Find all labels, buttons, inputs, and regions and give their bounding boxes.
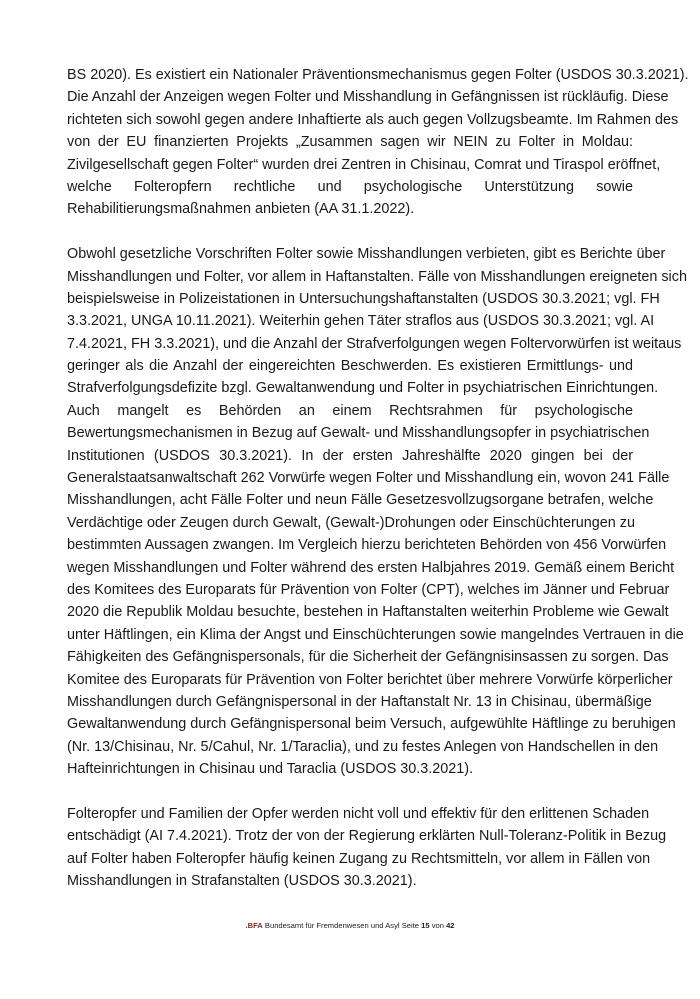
text-line: 7.4.2021, FH 3.3.2021), und die Anzahl der Strafverfolgungen wegen Foltervorwürfen ist weitaus [67, 335, 682, 352]
text-line: Obwohl gesetzliche Vorschriften Folter sowie Misshandlungen verbieten, gibt es Berichte über [67, 246, 666, 263]
paragraph [67, 243, 687, 780]
text-line: BS 2020). Es existiert ein Nationaler Präventionsmechanismus gegen Folter (USDOS 30.3.2021). [67, 67, 689, 83]
text-line: Rehabilitierungsmaßnahmen anbieten (AA 31.1.2022). [67, 201, 415, 218]
text-line: (Nr. 13/Chisinau, Nr. 5/Cahul, Nr. 1/Taraclia), und zu festes Anlegen von Handschellen in den [67, 738, 659, 755]
text-line: Komitee des Europarats für Prävention von Folter berichtet über mehrere Vorwürfe körperlicher [67, 671, 673, 688]
text-line: Misshandlungen und Folter, vor allem in Haftanstalten. Fälle von Misshandlungen ereigneten sich [67, 268, 687, 285]
footer-page-number: 15 [421, 921, 430, 930]
footer-total-pages: 42 [446, 921, 455, 930]
page-footer [0, 921, 700, 930]
text-line: Misshandlungen in Strafanstalten (USDOS 30.3.2021). [67, 873, 417, 890]
text-line: entschädigt (AI 7.4.2021). Trotz der von der Regierung erklärten Null-Toleranz-Politik in Bezug [67, 828, 667, 845]
text-line: auf Folter haben Folteropfer häufig keinen Zugang zu Rechtsmitteln, vor allem in Fällen von [67, 850, 651, 867]
paragraph [67, 803, 667, 893]
text-line: von der EU finanzierten Projekts „Zusammen sagen wir NEIN zu Folter in Moldau: [67, 134, 633, 151]
text-line: Bewertungsmechanismen in Bezug auf Gewalt- und Misshandlungsopfer in psychiatrischen [67, 425, 650, 442]
bfa-logo: .BFA [245, 921, 263, 930]
text-line: Zivilgesellschaft gegen Folter“ wurden drei Zentren in Chisinau, Comrat und Tiraspol eröffnet, [67, 156, 661, 173]
text-line: beispielsweise in Polizeistationen in Untersuchungshaftanstalten (USDOS 30.3.2021; vgl. FH [67, 290, 660, 307]
text-line: Gewaltanwendung durch Gefängnispersonal beim Versuch, aufgewühlte Häftlinge zu beruhigen [67, 716, 676, 733]
footer-of-label: von [431, 921, 444, 930]
paragraph [67, 64, 689, 221]
text-line: Folteropfer und Familien der Opfer werden nicht voll und effektiv für den erlittenen Schaden [67, 805, 650, 822]
text-line: geringer als die Anzahl der eingereichten Beschwerden. Es existieren Ermittlungs- und [67, 358, 633, 375]
text-line: unter Häftlingen, ein Klima der Angst und Einschüchterungen sowie mangelndes Vertrauen in die [67, 626, 684, 643]
text-line: 2020 die Republik Moldau besuchte, bestehen in Haftanstalten weiterhin Probleme wie Gewalt [67, 604, 669, 621]
text-line: 3.3.2021, UNGA 10.11.2021). Weiterhin gehen Täter straflos aus (USDOS 30.3.2021; vgl. AI [67, 313, 655, 330]
text-line: Misshandlungen durch Gefängnispersonal in der Haftanstalt Nr. 13 in Chisinau, übermäßige [67, 693, 652, 710]
text-line: welche Folteropfern rechtliche und psychologische Unterstützung sowie [67, 178, 633, 195]
text-line: richteten sich sowohl gegen andere Inhaftierte als auch gegen Vollzugsbeamte. Im Rahmen des [67, 111, 679, 128]
text-line: bestimmten Aussagen zwangen. Im Vergleich hierzu berichteten Behörden von 456 Vorwürfen [67, 537, 667, 554]
text-line: Generalstaatsanwaltschaft 262 Vorwürfe wegen Folter und Misshandlung ein, wovon 241 Fälle [67, 470, 670, 487]
text-line: Fähigkeiten des Gefängnispersonals, für die Sicherheit der Gefängnisinsassen zu sorgen. Das [67, 649, 669, 666]
document-body [67, 64, 689, 915]
footer-page-label: Seite [401, 921, 419, 930]
text-line: Die Anzahl der Anzeigen wegen Folter und Misshandlung in Gefängnissen ist rückläufig. Diese [67, 89, 669, 106]
text-line: Misshandlungen, acht Fälle Folter und neun Fälle Gesetzesvollzugsorgane betrafen, welche [67, 492, 654, 509]
footer-organization: Bundesamt für Fremdenwesen und Asyl [264, 921, 400, 930]
text-line: des Komitees des Europarats für Prävention von Folter (CPT), welches im Jänner und Februar [67, 581, 670, 598]
text-line: Hafteinrichtungen in Chisinau und Taraclia (USDOS 30.3.2021). [67, 761, 474, 778]
text-line: Verdächtige oder Zeugen durch Gewalt, (Gewalt-)Drohungen oder Einschüchterungen zu [67, 514, 635, 531]
text-line: wegen Misshandlungen und Folter während des ersten Halbjahres 2019. Gemäß einem Bericht [67, 559, 675, 576]
text-line: Strafverfolgungsdefizite bzgl. Gewaltanwendung und Folter in psychiatrischen Einrichtungen. [67, 380, 659, 397]
text-line: Institutionen (USDOS 30.3.2021). In der ersten Jahreshälfte 2020 gingen bei der [67, 447, 633, 464]
text-line: Auch mangelt es Behörden an einem Rechtsrahmen für psychologische [67, 402, 633, 419]
